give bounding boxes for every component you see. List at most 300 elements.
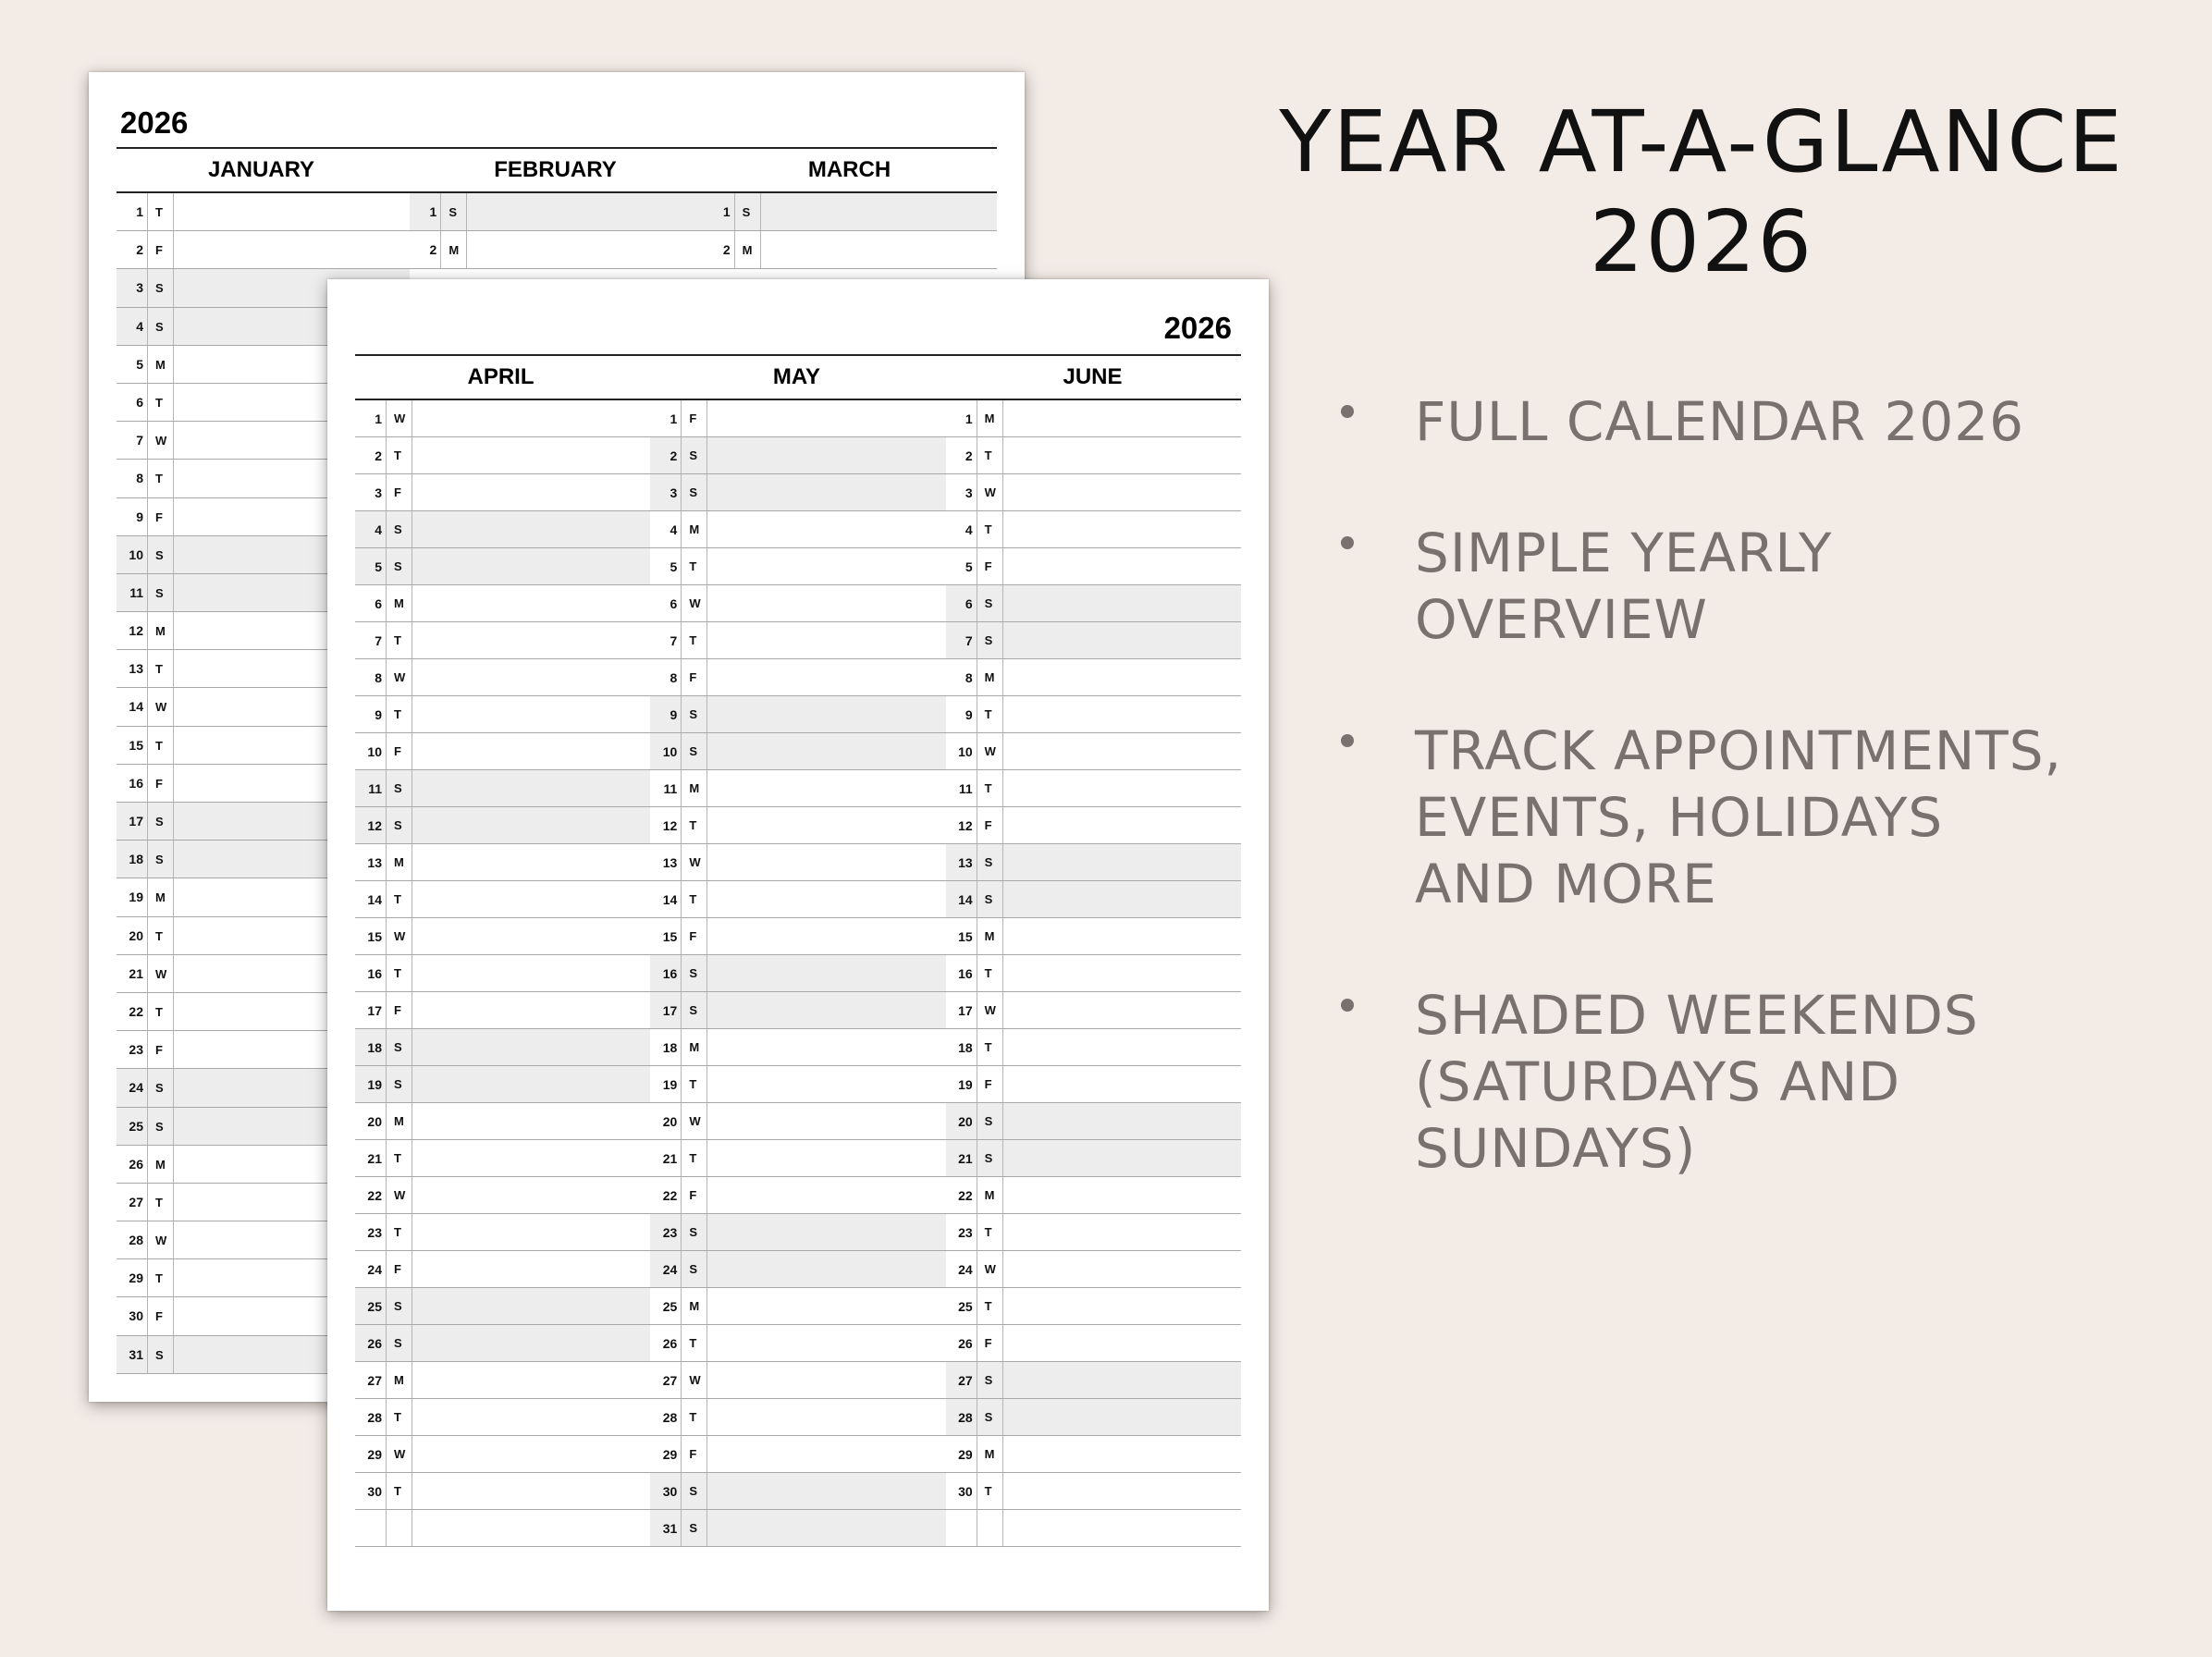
writing-space	[707, 992, 945, 1028]
weekday-letter: W	[977, 992, 1003, 1028]
weekday-letter: T	[682, 622, 707, 658]
weekday-letter: T	[148, 650, 174, 687]
day-number: 10	[117, 536, 148, 573]
weekday-letter: T	[387, 1399, 412, 1435]
day-number: 28	[946, 1399, 977, 1435]
weekday-letter: W	[387, 1177, 412, 1213]
day-row	[650, 844, 945, 881]
weekday-letter: M	[148, 878, 174, 915]
writing-space	[412, 1473, 650, 1509]
day-row	[946, 1140, 1241, 1177]
weekday-letter: S	[387, 1325, 412, 1361]
day-number: 15	[117, 727, 148, 764]
weekday-letter: S	[148, 1336, 174, 1373]
weekday-letter: S	[148, 803, 174, 840]
month-column	[650, 400, 945, 1547]
day-number: 23	[355, 1214, 387, 1250]
day-row	[946, 1066, 1241, 1103]
writing-space	[1003, 1399, 1241, 1435]
writing-space	[707, 1251, 945, 1287]
day-row	[355, 881, 650, 918]
writing-space	[412, 1251, 650, 1287]
day-number: 4	[117, 308, 148, 345]
feature-item	[1341, 982, 2155, 1182]
day-row	[650, 400, 945, 437]
day-row	[355, 474, 650, 511]
day-row	[355, 770, 650, 807]
weekday-letter: S	[682, 955, 707, 991]
day-number: 13	[117, 650, 148, 687]
day-row	[946, 474, 1241, 511]
writing-space	[1003, 992, 1241, 1028]
writing-space	[1003, 400, 1241, 436]
day-number: 5	[650, 548, 682, 584]
weekday-letter: F	[387, 474, 412, 510]
day-row	[650, 1177, 945, 1214]
day-number: 30	[117, 1297, 148, 1334]
weekday-letter: M	[387, 1362, 412, 1398]
day-number: 25	[355, 1288, 387, 1324]
day-number: 5	[117, 346, 148, 383]
day-number: 15	[650, 918, 682, 954]
day-number: 5	[355, 548, 387, 584]
day-number: 9	[650, 696, 682, 732]
day-number: 29	[355, 1436, 387, 1472]
day-row	[946, 1510, 1241, 1547]
day-number: 10	[946, 733, 977, 769]
day-row	[946, 1029, 1241, 1066]
day-row	[946, 1251, 1241, 1288]
month-headers	[117, 149, 997, 193]
writing-space	[412, 437, 650, 473]
weekday-letter: S	[682, 1510, 707, 1546]
feature-line: SHADED WEEKENDS	[1415, 984, 1979, 1047]
writing-space	[707, 696, 945, 732]
weekday-letter: T	[682, 548, 707, 584]
day-number: 8	[946, 659, 977, 695]
day-number: 2	[410, 231, 441, 268]
weekday-letter: T	[977, 1288, 1003, 1324]
writing-space	[1003, 696, 1241, 732]
day-number: 17	[355, 992, 387, 1028]
weekday-letter: S	[148, 1069, 174, 1106]
weekday-letter: T	[977, 1214, 1003, 1250]
writing-space	[707, 437, 945, 473]
day-row	[704, 193, 997, 231]
day-number: 26	[355, 1325, 387, 1361]
writing-space	[412, 1325, 650, 1361]
feature-text	[1415, 718, 2155, 917]
writing-space	[707, 622, 945, 658]
weekday-letter: M	[977, 1177, 1003, 1213]
day-number: 26	[650, 1325, 682, 1361]
day-number: 12	[650, 807, 682, 843]
day-row	[650, 955, 945, 992]
writing-space	[707, 1103, 945, 1139]
weekday-letter: M	[387, 844, 412, 880]
writing-space	[1003, 1066, 1241, 1102]
writing-space	[1003, 1140, 1241, 1176]
day-row	[355, 1029, 650, 1066]
day-number: 3	[117, 269, 148, 306]
day-row	[355, 1436, 650, 1473]
day-row	[650, 1362, 945, 1399]
feature-item	[1341, 718, 2155, 917]
weekday-letter: S	[387, 511, 412, 547]
writing-space	[467, 231, 703, 268]
feature-line: FULL CALENDAR 2026	[1415, 390, 2025, 453]
bullet-icon	[1341, 734, 1354, 747]
weekday-letter: T	[148, 384, 174, 421]
day-number: 26	[117, 1146, 148, 1183]
day-row	[946, 1473, 1241, 1510]
weekday-letter: T	[387, 955, 412, 991]
month-header: FEBRUARY	[409, 149, 703, 191]
feature-line: OVERVIEW	[1415, 588, 1708, 651]
feature-line: AND MORE	[1415, 853, 1717, 915]
month-column	[946, 400, 1241, 1547]
writing-space	[412, 1362, 650, 1398]
day-number: 22	[355, 1177, 387, 1213]
writing-space	[1003, 1362, 1241, 1398]
writing-space	[1003, 844, 1241, 880]
weekday-letter: S	[682, 437, 707, 473]
weekday-letter: M	[735, 231, 761, 268]
day-number: 31	[117, 1336, 148, 1373]
writing-space	[707, 1436, 945, 1472]
weekday-letter: F	[682, 400, 707, 436]
weekday-letter: T	[977, 770, 1003, 806]
weekday-letter: W	[148, 1221, 174, 1258]
weekday-letter: T	[387, 696, 412, 732]
weekday-letter: M	[682, 770, 707, 806]
day-number: 24	[650, 1251, 682, 1287]
day-row	[355, 955, 650, 992]
weekday-letter: M	[682, 1029, 707, 1065]
weekday-letter: W	[977, 474, 1003, 510]
weekday-letter: F	[148, 498, 174, 535]
bullet-icon	[1341, 999, 1354, 1012]
day-number: 3	[355, 474, 387, 510]
writing-space	[412, 1436, 650, 1472]
day-row	[650, 1288, 945, 1325]
writing-space	[1003, 1177, 1241, 1213]
day-number: 20	[650, 1103, 682, 1139]
weekday-letter: S	[977, 1103, 1003, 1139]
day-row	[355, 1140, 650, 1177]
day-number: 22	[946, 1177, 977, 1213]
day-row	[946, 437, 1241, 474]
day-number: 9	[117, 498, 148, 535]
day-row	[410, 231, 703, 269]
day-number: 18	[355, 1029, 387, 1065]
day-number: 14	[650, 881, 682, 917]
writing-space	[1003, 770, 1241, 806]
weekday-letter: M	[148, 1146, 174, 1183]
day-row	[355, 622, 650, 659]
writing-space	[707, 844, 945, 880]
weekday-letter: S	[977, 1362, 1003, 1398]
writing-space	[707, 1473, 945, 1509]
weekday-letter: M	[148, 346, 174, 383]
weekday-letter: M	[387, 1103, 412, 1139]
writing-space	[707, 918, 945, 954]
day-row	[355, 1325, 650, 1362]
day-row	[946, 1325, 1241, 1362]
day-number: 20	[946, 1103, 977, 1139]
weekday-letter: W	[148, 955, 174, 992]
weekday-letter: S	[148, 841, 174, 878]
weekday-letter: F	[148, 1297, 174, 1334]
writing-space	[412, 1288, 650, 1324]
month-header: MARCH	[703, 149, 997, 191]
bullet-icon	[1341, 405, 1354, 418]
day-number	[355, 1510, 387, 1546]
writing-space	[707, 1362, 945, 1398]
writing-space	[707, 1325, 945, 1361]
writing-space	[1003, 474, 1241, 510]
day-number: 4	[355, 511, 387, 547]
weekday-letter: S	[148, 536, 174, 573]
day-row	[650, 1436, 945, 1473]
day-row	[650, 918, 945, 955]
weekday-letter: F	[387, 992, 412, 1028]
writing-space	[1003, 437, 1241, 473]
day-number: 27	[355, 1362, 387, 1398]
day-number: 13	[650, 844, 682, 880]
writing-space	[174, 231, 410, 268]
writing-space	[1003, 585, 1241, 621]
day-number: 16	[650, 955, 682, 991]
weekday-letter: T	[977, 1473, 1003, 1509]
day-number: 11	[117, 574, 148, 611]
day-number: 15	[946, 918, 977, 954]
day-number: 11	[650, 770, 682, 806]
day-row	[946, 1177, 1241, 1214]
writing-space	[1003, 1214, 1241, 1250]
month-headers	[355, 356, 1241, 400]
feature-item	[1341, 388, 2155, 455]
weekday-letter: T	[387, 1473, 412, 1509]
weekday-letter: F	[148, 231, 174, 268]
day-row	[117, 231, 410, 269]
day-row	[650, 770, 945, 807]
weekday-letter: S	[387, 548, 412, 584]
day-row	[946, 1436, 1241, 1473]
day-number: 14	[946, 881, 977, 917]
day-number: 7	[650, 622, 682, 658]
day-row	[355, 1214, 650, 1251]
writing-space	[1003, 918, 1241, 954]
day-number: 16	[355, 955, 387, 991]
weekday-letter: S	[682, 992, 707, 1028]
weekday-letter: S	[682, 733, 707, 769]
writing-space	[707, 881, 945, 917]
weekday-letter: F	[148, 1031, 174, 1068]
writing-space	[412, 1066, 650, 1102]
weekday-letter: F	[977, 807, 1003, 843]
feature-line: SUNDAYS)	[1415, 1117, 1697, 1180]
day-number: 12	[117, 612, 148, 649]
day-row	[946, 1399, 1241, 1436]
day-number: 14	[117, 688, 148, 725]
writing-space	[412, 733, 650, 769]
month-header: JUNE	[945, 356, 1241, 399]
writing-space	[707, 955, 945, 991]
weekday-letter: F	[148, 765, 174, 802]
day-number: 17	[946, 992, 977, 1028]
day-row	[355, 511, 650, 548]
writing-space	[1003, 622, 1241, 658]
day-row	[355, 548, 650, 585]
day-number: 13	[355, 844, 387, 880]
day-number: 10	[355, 733, 387, 769]
feature-text	[1415, 982, 2155, 1182]
day-row	[117, 193, 410, 231]
day-number: 22	[117, 993, 148, 1030]
weekday-letter: T	[682, 1140, 707, 1176]
day-row	[946, 511, 1241, 548]
weekday-letter: F	[682, 1177, 707, 1213]
weekday-letter: T	[387, 1140, 412, 1176]
writing-space	[1003, 1103, 1241, 1139]
day-number: 22	[650, 1177, 682, 1213]
day-number: 3	[650, 474, 682, 510]
day-row	[355, 1473, 650, 1510]
day-number: 17	[650, 992, 682, 1028]
month-columns	[355, 400, 1241, 1547]
day-row	[650, 992, 945, 1029]
day-number: 1	[117, 193, 148, 230]
writing-space	[707, 400, 945, 436]
writing-space	[761, 231, 997, 268]
feature-line: (SATURDAYS AND	[1415, 1050, 1901, 1113]
day-number: 20	[355, 1103, 387, 1139]
writing-space	[707, 585, 945, 621]
weekday-letter: S	[977, 585, 1003, 621]
weekday-letter: T	[387, 881, 412, 917]
page-year: 2026	[1163, 311, 1232, 345]
day-number: 19	[946, 1066, 977, 1102]
feature-list	[1341, 388, 2155, 1246]
weekday-letter: W	[682, 585, 707, 621]
day-row	[650, 1325, 945, 1362]
weekday-letter: W	[977, 733, 1003, 769]
day-number: 27	[946, 1362, 977, 1398]
weekday-letter: T	[387, 437, 412, 473]
weekday-letter: T	[977, 437, 1003, 473]
weekday-letter: S	[977, 622, 1003, 658]
day-number: 4	[946, 511, 977, 547]
weekday-letter: W	[977, 1251, 1003, 1287]
writing-space	[1003, 1288, 1241, 1324]
weekday-letter: M	[148, 612, 174, 649]
day-number: 11	[355, 770, 387, 806]
writing-space	[412, 1177, 650, 1213]
day-row	[650, 1251, 945, 1288]
day-number: 7	[355, 622, 387, 658]
day-number: 27	[650, 1362, 682, 1398]
day-row	[355, 733, 650, 770]
weekday-letter: M	[977, 400, 1003, 436]
weekday-letter: S	[387, 1066, 412, 1102]
headline	[1239, 92, 2164, 292]
weekday-letter: T	[148, 1259, 174, 1296]
day-row	[946, 844, 1241, 881]
day-row	[650, 548, 945, 585]
day-number: 21	[946, 1140, 977, 1176]
month-grid	[355, 354, 1241, 1547]
day-number: 29	[650, 1436, 682, 1472]
feature-text	[1415, 520, 2155, 653]
day-row	[650, 733, 945, 770]
day-row	[946, 770, 1241, 807]
day-number: 15	[355, 918, 387, 954]
weekday-letter: F	[682, 1436, 707, 1472]
writing-space	[412, 548, 650, 584]
day-row	[946, 1362, 1241, 1399]
writing-space	[412, 1510, 650, 1546]
day-row	[946, 585, 1241, 622]
day-row	[650, 585, 945, 622]
writing-space	[707, 1140, 945, 1176]
day-row	[355, 918, 650, 955]
writing-space	[412, 585, 650, 621]
weekday-letter: S	[977, 881, 1003, 917]
day-row	[650, 1066, 945, 1103]
weekday-letter: M	[387, 585, 412, 621]
weekday-letter: S	[735, 193, 761, 230]
day-number: 8	[650, 659, 682, 695]
feature-line: TRACK APPOINTMENTS,	[1415, 719, 2062, 782]
weekday-letter: S	[682, 1251, 707, 1287]
weekday-letter: W	[148, 422, 174, 459]
feature-text	[1415, 388, 2155, 455]
writing-space	[707, 659, 945, 695]
day-row	[355, 1103, 650, 1140]
day-row	[355, 400, 650, 437]
weekday-letter: S	[148, 269, 174, 306]
weekday-letter: S	[682, 474, 707, 510]
writing-space	[1003, 1510, 1241, 1546]
weekday-letter: S	[682, 696, 707, 732]
writing-space	[412, 659, 650, 695]
weekday-letter: S	[148, 574, 174, 611]
writing-space	[1003, 1251, 1241, 1287]
writing-space	[412, 1029, 650, 1065]
writing-space	[412, 1103, 650, 1139]
day-number: 26	[946, 1325, 977, 1361]
writing-space	[412, 696, 650, 732]
day-row	[355, 437, 650, 474]
day-row	[355, 1399, 650, 1436]
weekday-letter: W	[387, 659, 412, 695]
writing-space	[412, 1140, 650, 1176]
writing-space	[1003, 1029, 1241, 1065]
weekday-letter: T	[148, 993, 174, 1030]
writing-space	[1003, 659, 1241, 695]
day-number: 1	[355, 400, 387, 436]
writing-space	[707, 770, 945, 806]
weekday-letter: M	[441, 231, 467, 268]
weekday-letter: W	[387, 1436, 412, 1472]
day-number: 6	[355, 585, 387, 621]
writing-space	[412, 474, 650, 510]
day-number: 2	[355, 437, 387, 473]
day-row	[355, 585, 650, 622]
day-row	[650, 881, 945, 918]
weekday-letter: F	[977, 548, 1003, 584]
